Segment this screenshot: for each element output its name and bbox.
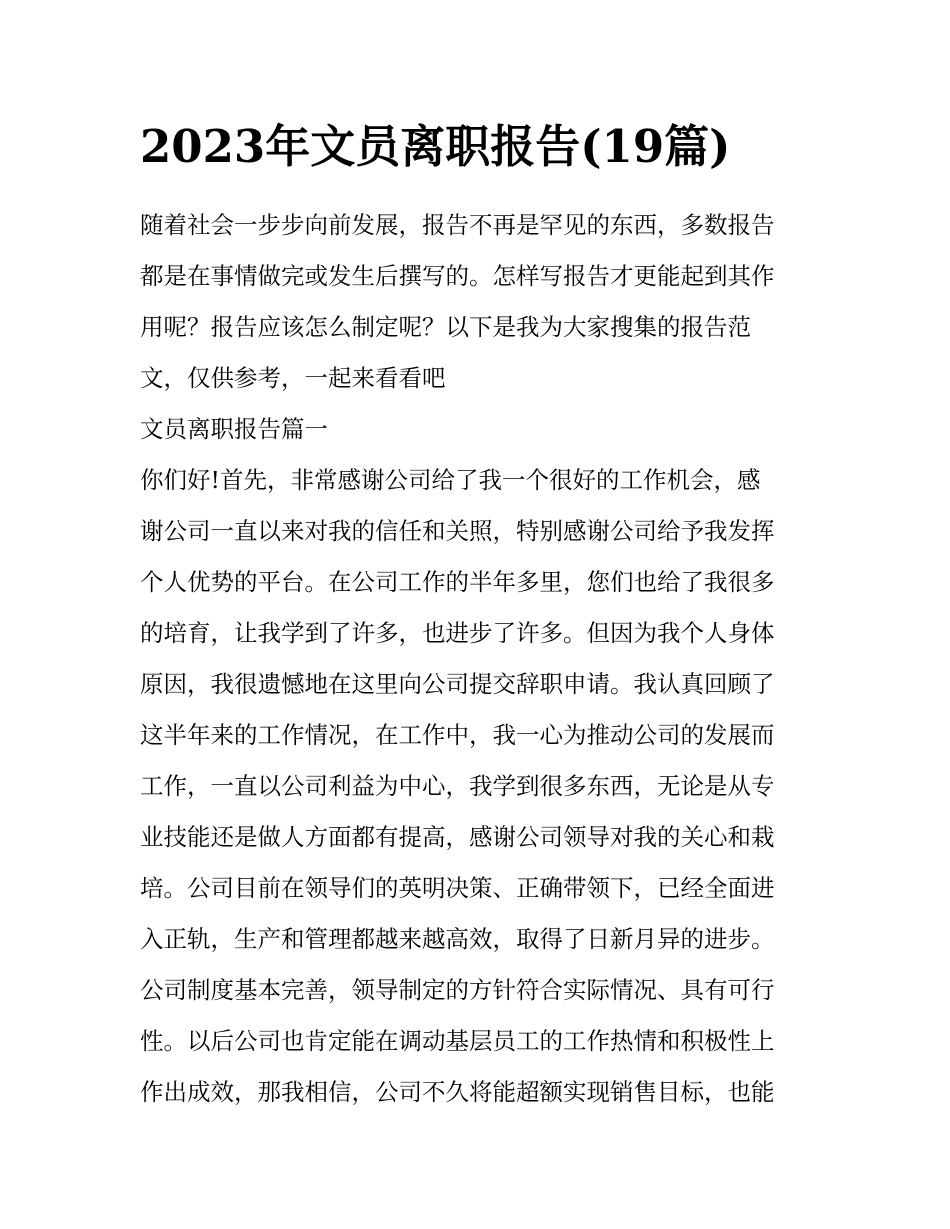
intro-line: 文，仅供参考，一起来看看吧 bbox=[140, 364, 446, 392]
body-line: 公司制度基本完善，领导制定的方针符合实际情况、具有可行 bbox=[140, 976, 775, 1004]
body-line: 这半年来的工作情况，在工作中，我一心为推动公司的发展而 bbox=[140, 721, 775, 749]
body-line: 原因，我很遗憾地在这里向公司提交辞职申请。我认真回顾了 bbox=[140, 670, 775, 698]
body-line: 培。公司目前在领导们的英明决策、正确带领下，已经全面进 bbox=[140, 874, 775, 902]
body-line: 业技能还是做人方面都有提高，感谢公司领导对我的关心和栽 bbox=[140, 823, 775, 851]
body-line: 工作，一直以公司利益为中心，我学到很多东西，无论是从专 bbox=[140, 772, 775, 800]
intro-line: 随着社会一步步向前发展，报告不再是罕见的东西，多数报告 bbox=[140, 211, 775, 239]
intro-line: 都是在事情做完或发生后撰写的。怎样写报告才更能起到其作 bbox=[140, 262, 775, 290]
section-heading: 文员离职报告篇一 bbox=[140, 415, 328, 443]
body-line: 个人优势的平台。在公司工作的半年多里，您们也给了我很多 bbox=[140, 568, 775, 596]
body-line: 谢公司一直以来对我的信任和关照，特别感谢公司给予我发挥 bbox=[140, 517, 775, 545]
body-line: 入正轨，生产和管理都越来越高效，取得了日新月异的进步。 bbox=[140, 925, 775, 953]
body-line: 性。以后公司也肯定能在调动基层员工的工作热情和积极性上 bbox=[140, 1027, 775, 1055]
body-line: 的培育，让我学到了许多，也进步了许多。但因为我个人身体 bbox=[140, 619, 775, 647]
body-line: 作出成效，那我相信，公司不久将能超额实现销售目标，也能 bbox=[140, 1078, 775, 1106]
document-content bbox=[140, 112, 812, 1118]
intro-line: 用呢？报告应该怎么制定呢？以下是我为大家搜集的报告范 bbox=[140, 313, 751, 341]
body-line: 你们好!首先，非常感谢公司给了我一个很好的工作机会，感 bbox=[140, 466, 761, 494]
document-title: 2023年文员离职报告(19篇) bbox=[140, 120, 731, 173]
